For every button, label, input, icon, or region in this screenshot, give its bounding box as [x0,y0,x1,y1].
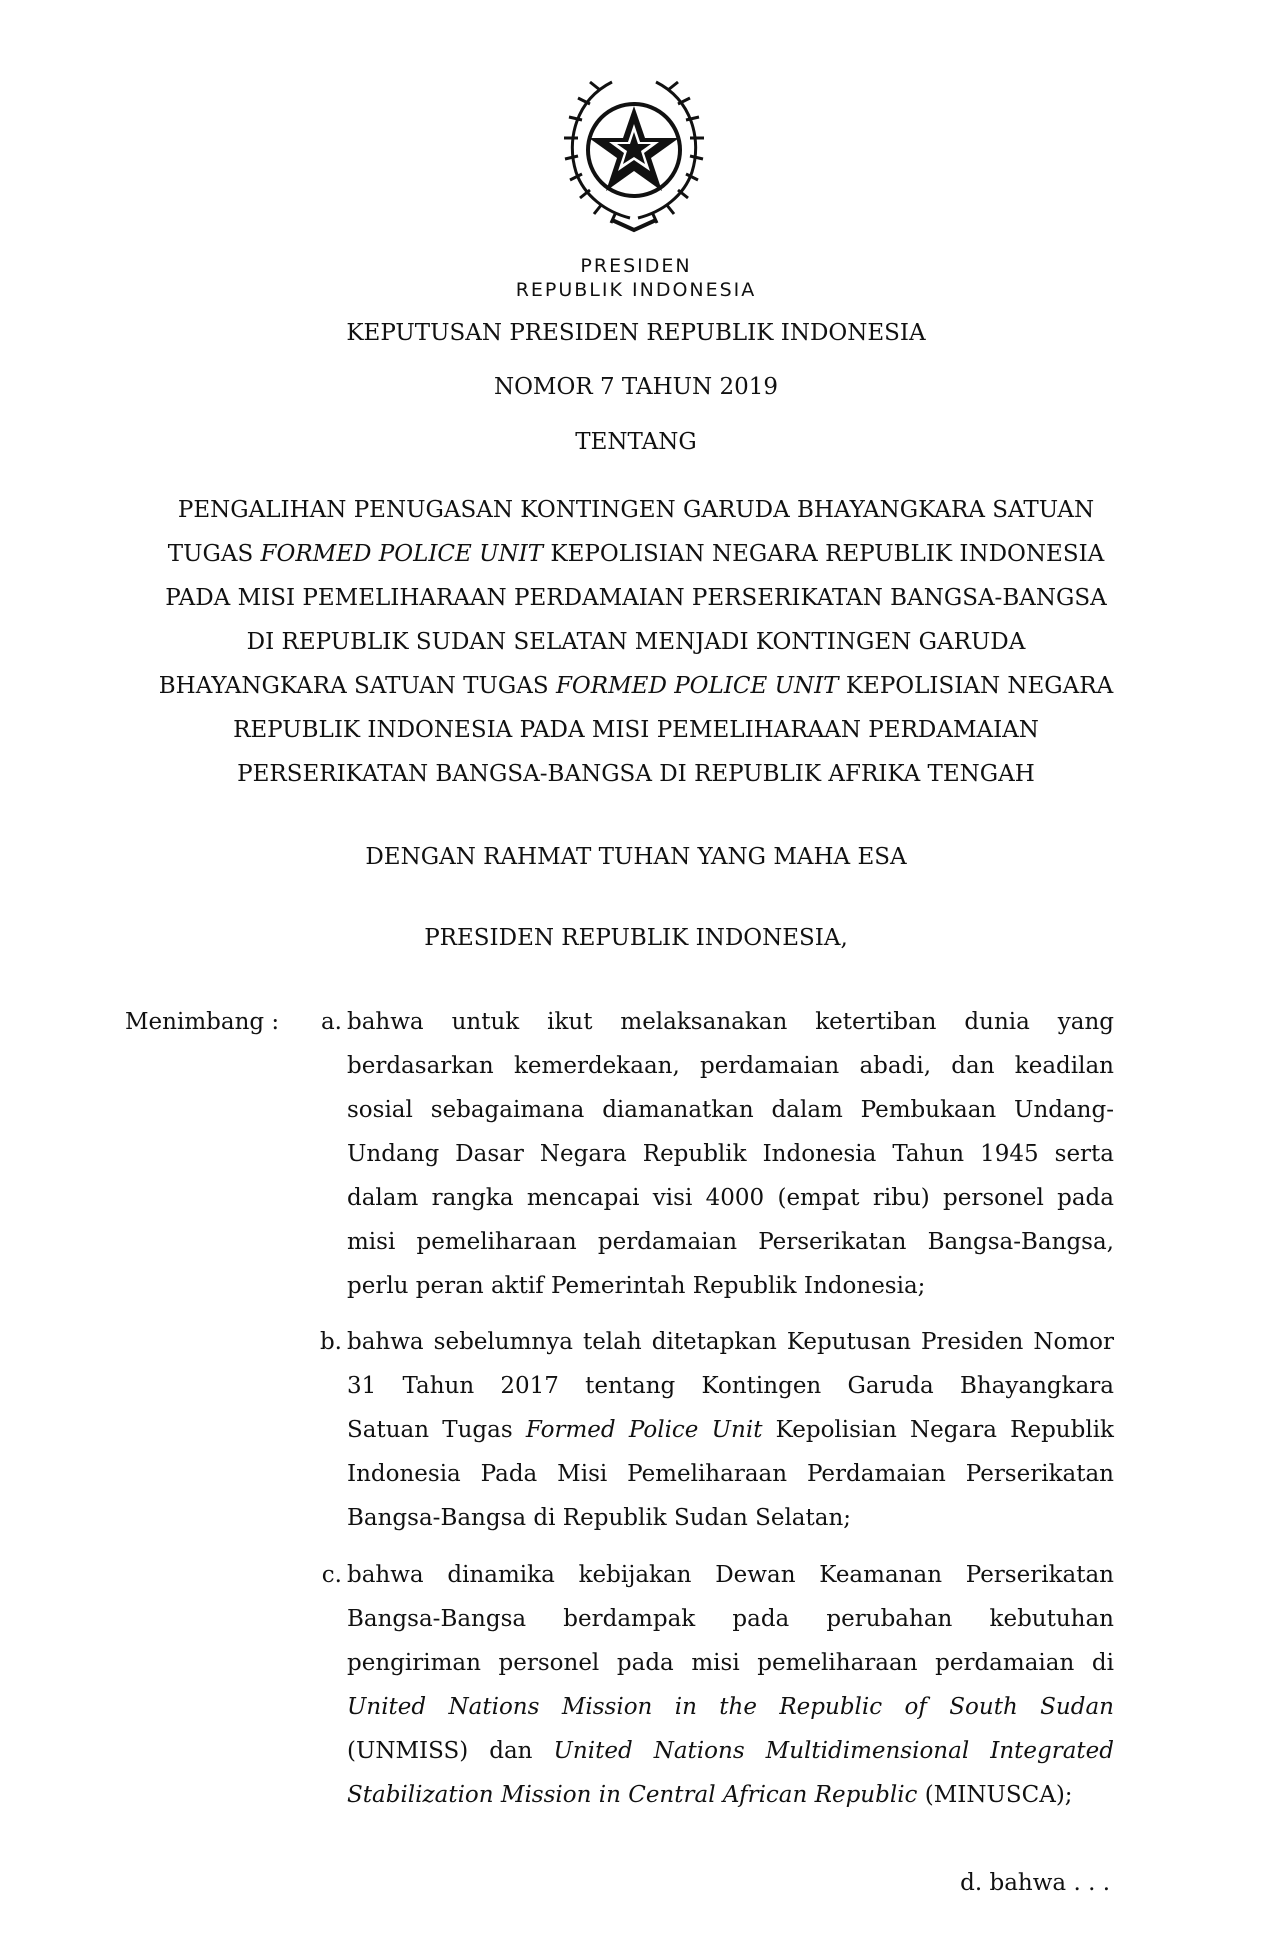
considering-item-marker: a. [320,1009,342,1035]
item-line: berdasarkan kemerdekaan, perdamaian abadi, dan keadilan [347,1053,1114,1079]
item-text: Kepolisian Negara Republik [762,1417,1114,1443]
subject-text: BHAYANGKARA SATUAN TUGAS [158,673,556,699]
page-continuation: d. bahwa . . . [960,1870,1110,1896]
emblem-star [588,104,680,196]
decree-about: TENTANG [575,429,697,455]
subject-text: TUGAS [167,541,261,567]
decree-title: KEPUTUSAN PRESIDEN REPUBLIK INDONESIA [346,320,926,346]
preamble-grace: DENGAN RAHMAT TUHAN YANG MAHA ESA [365,844,907,870]
subject-text: KEPOLISIAN NEGARA [838,673,1114,699]
institution-line-president: PRESIDEN [580,255,692,277]
item-line: Bangsa-Bangsa berdampak pada perubahan kebutuhan [347,1606,1114,1632]
item-emphasis: Formed Police Unit [525,1417,763,1443]
item-line: perlu peran aktif Pemerintah Republik Indonesia; [347,1273,926,1299]
considering-item-a [347,1000,1114,1308]
item-line [347,1773,1114,1817]
item-line: Undang Dasar Negara Republik Indonesia Tahun 1945 serta [347,1141,1114,1167]
subject-line: DI REPUBLIK SUDAN SELATAN MENJADI KONTINGEN GARUDA [246,629,1026,655]
subject-emphasis: FORMED POLICE UNIT [260,541,544,567]
subject-emphasis: FORMED POLICE UNIT [555,673,839,699]
item-emphasis: United Nations Mission in the Republic of South Sudan [347,1694,1114,1720]
emblem-ribbon [612,220,656,230]
subject-line: PADA MISI PEMELIHARAAN PERDAMAIAN PERSERIKATAN BANGSA-BANGSA [165,585,1107,611]
considering-label: Menimbang : [125,1009,280,1035]
item-line [347,1408,1114,1452]
considering-item-marker: c. [321,1562,342,1588]
item-line: pengiriman personel pada misi pemeliharaan perdamaian di [347,1650,1114,1676]
preamble-president: PRESIDEN REPUBLIK INDONESIA, [424,925,848,951]
item-emphasis: Stabilization Mission in Central African Republic [347,1782,918,1808]
decree-number: NOMOR 7 TAHUN 2019 [493,374,779,400]
presidential-emblem [542,60,726,236]
item-emphasis: United Nations Multidimensional Integrated [553,1738,1114,1764]
considering-item-b [347,1320,1114,1540]
institution-line-republic: REPUBLIK INDONESIA [515,279,757,301]
item-line: 31 Tahun 2017 tentang Kontingen Garuda Bhayangkara [347,1373,1114,1399]
item-line [347,1685,1114,1729]
considering-item-marker: b. [319,1329,342,1355]
item-line: sosial sebagaimana diamanatkan dalam Pembukaan Undang- [347,1097,1114,1123]
item-text: Satuan Tugas [347,1417,526,1443]
subject-line: PENGALIHAN PENUGASAN KONTINGEN GARUDA BHAYANGKARA SATUAN [177,497,1095,523]
item-text: (MINUSCA); [917,1782,1073,1808]
subject-line [0,664,1272,708]
item-line [347,1729,1114,1773]
decree-subject [0,488,1272,796]
item-line: bahwa sebelumnya telah ditetapkan Keputusan Presiden Nomor [347,1329,1114,1355]
subject-line [0,532,1272,576]
subject-line: PERSERIKATAN BANGSA-BANGSA DI REPUBLIK AFRIKA TENGAH [237,761,1035,787]
item-line: Bangsa-Bangsa di Republik Sudan Selatan; [347,1505,852,1531]
item-line: bahwa dinamika kebijakan Dewan Keamanan Perserikatan [347,1562,1114,1588]
item-line: bahwa untuk ikut melaksanakan ketertiban dunia yang [347,1009,1114,1035]
item-text: (UNMISS) dan [347,1738,554,1764]
considering-item-c [347,1553,1114,1817]
item-line: Indonesia Pada Misi Pemeliharaan Perdamaian Perserikatan [347,1461,1114,1487]
subject-text: KEPOLISIAN NEGARA REPUBLIK INDONESIA [543,541,1105,567]
subject-line: REPUBLIK INDONESIA PADA MISI PEMELIHARAAN PERDAMAIAN [233,717,1039,743]
item-line: dalam rangka mencapai visi 4000 (empat ribu) personel pada [347,1185,1114,1211]
item-line: misi pemeliharaan perdamaian Perserikatan Bangsa-Bangsa, [347,1229,1114,1255]
